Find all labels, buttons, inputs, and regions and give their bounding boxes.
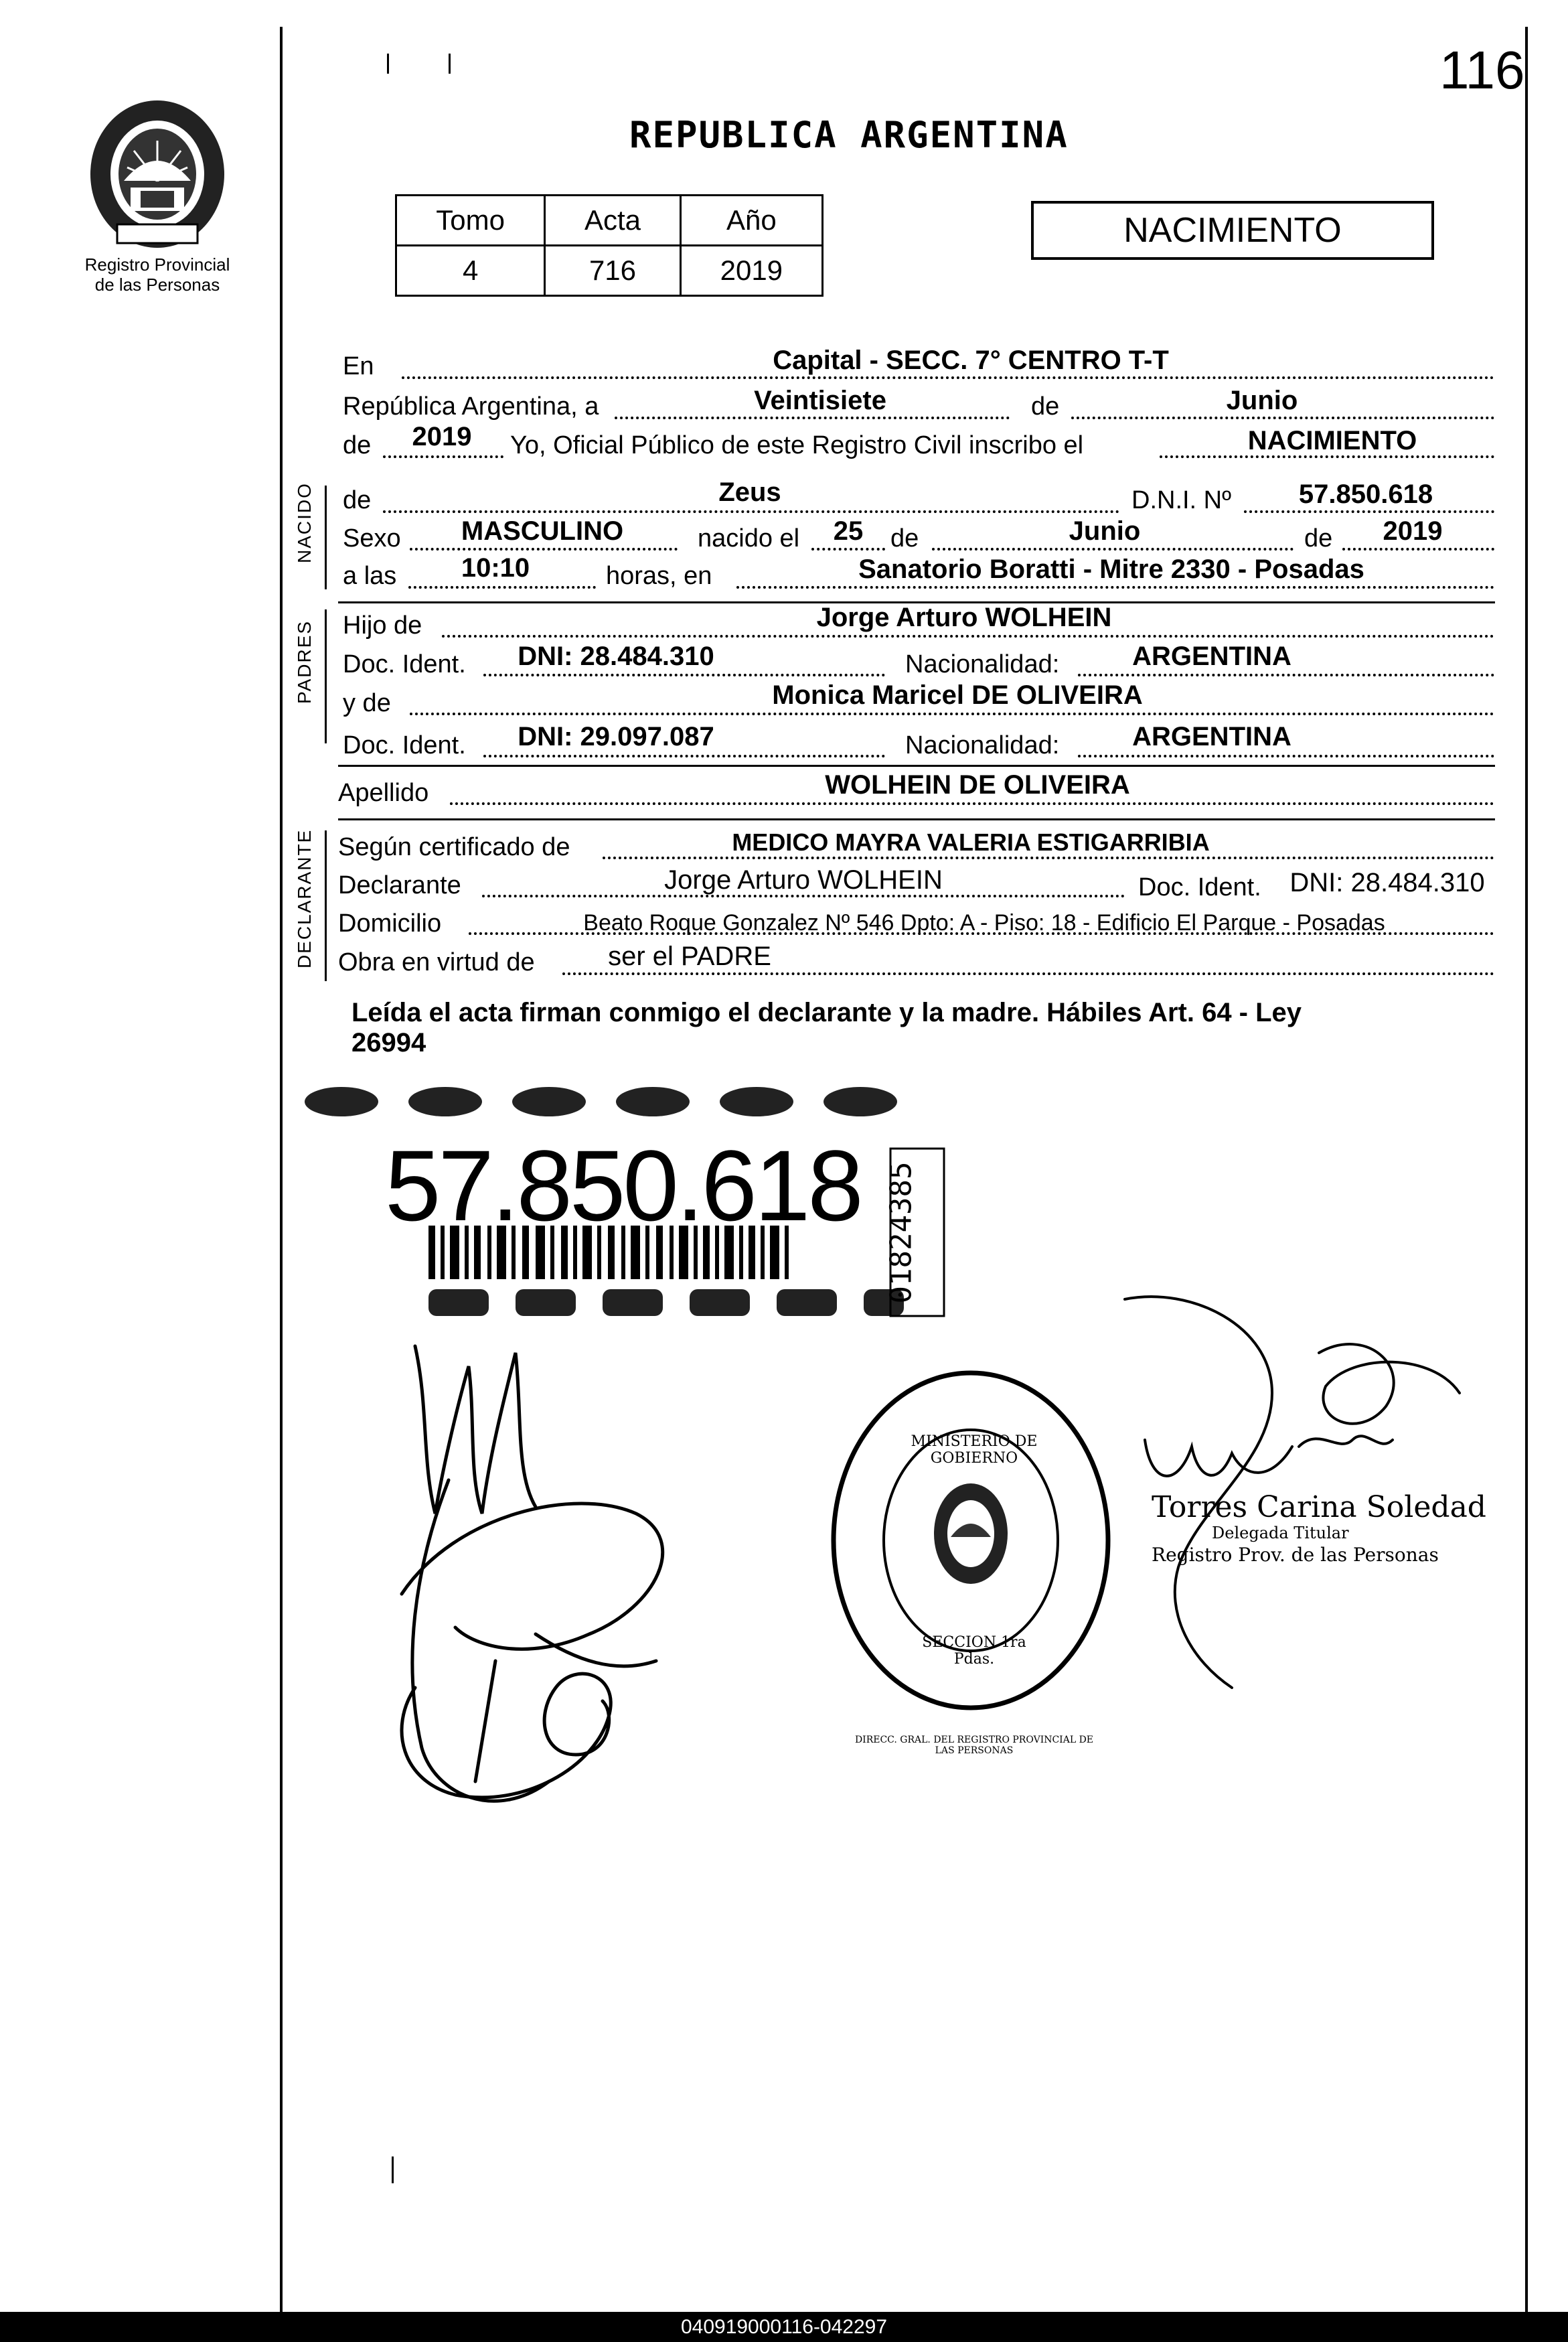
child-dni: 57.850.618 — [1298, 480, 1433, 509]
domicilio-label: Domicilio — [338, 909, 442, 938]
birth-day: 25 — [833, 516, 864, 546]
father-nat-label: Nacionalidad: — [905, 650, 1060, 678]
birth-year: 2019 — [1383, 516, 1443, 546]
nacido-de-label: de — [343, 486, 372, 514]
birth-place: Sanatorio Boratti - Mitre 2330 - Posadas — [858, 555, 1364, 584]
father-nationality: ARGENTINA — [1132, 642, 1291, 671]
mother-nationality: ARGENTINA — [1132, 722, 1291, 751]
dots-line — [450, 802, 1494, 805]
dots-line — [383, 455, 503, 458]
country-title: REPUBLICA ARGENTINA — [629, 114, 1069, 156]
dots-line — [402, 376, 1494, 379]
section-divider — [338, 765, 1495, 767]
dots-line — [562, 972, 1494, 975]
province-logo — [80, 94, 234, 254]
apellido-value: WOLHEIN DE OLIVEIRA — [825, 770, 1130, 800]
official-title: Delegada Titular — [1212, 1524, 1349, 1542]
dots-line — [1342, 548, 1494, 551]
dots-line — [932, 548, 1293, 551]
logo-caption-2: de las Personas — [94, 275, 220, 295]
value-tomo: 4 — [396, 246, 545, 296]
logo-caption-1: Registro Provincial — [84, 254, 230, 275]
dots-line — [483, 755, 885, 757]
footer-code: 040919000116-042297 — [680, 2316, 888, 2338]
declarante-label: DECLARANTE — [294, 828, 315, 968]
father-doc: DNI: 28.484.310 — [518, 642, 714, 671]
dots-line — [1160, 455, 1494, 458]
birth-month: Junio — [1069, 516, 1141, 546]
apellido-label: Apellido — [338, 779, 429, 807]
nacido-bracket — [325, 486, 327, 589]
declarante-bracket — [325, 830, 327, 981]
dots-line — [442, 635, 1494, 638]
dots-line — [410, 713, 1494, 715]
padres-label: PADRES — [294, 619, 315, 704]
province-seal-icon — [80, 94, 234, 254]
declarante-value: Jorge Arturo WOLHEIN — [664, 865, 943, 895]
de-label-1: de — [1031, 392, 1060, 421]
father-name: Jorge Arturo WOLHEIN — [816, 603, 1112, 632]
de-label-2: de — [343, 431, 372, 459]
dots-line — [736, 586, 1494, 589]
declarante-doc: DNI: 28.484.310 — [1289, 868, 1485, 897]
mother-name: Monica Maricel DE OLIVEIRA — [772, 680, 1143, 710]
dots-line — [483, 674, 885, 676]
dots-line — [482, 895, 1125, 897]
dots-line — [1078, 674, 1494, 676]
year-value: 2019 — [412, 422, 472, 451]
y-de-label: y de — [343, 689, 391, 717]
mother-doc-label: Doc. Ident. — [343, 731, 466, 759]
declarante-doc-label: Doc. Ident. — [1138, 873, 1261, 901]
mother-doc: DNI: 29.097.087 — [518, 722, 714, 751]
fold-mark-bottom — [392, 2156, 394, 2183]
domicilio-value: Beato Roque Gonzalez Nº 546 Dpto: A - Piso: 18 - Edificio El Parque - Posadas — [583, 910, 1385, 936]
closing-line-2: 26994 — [351, 1028, 426, 1057]
seal-lower-text: SECCION 1ra Pdas. — [922, 1634, 1026, 1668]
value-acta: 716 — [545, 246, 680, 296]
padres-bracket — [325, 609, 327, 743]
dni-label: D.N.I. Nº — [1131, 486, 1231, 514]
nacido-de-label-2: de — [890, 524, 919, 553]
seal-inner-text: MINISTERIO DE GOBIERNO — [911, 1433, 1038, 1467]
sexo-value: MASCULINO — [461, 516, 624, 546]
en-label: En — [343, 352, 374, 380]
sexo-label: Sexo — [343, 524, 401, 553]
dots-line — [408, 586, 596, 589]
obra-value: ser el PADRE — [608, 942, 771, 971]
hijo-de-label: Hijo de — [343, 611, 422, 640]
nacido-el-label: nacido el — [698, 524, 800, 553]
month-value: Junio — [1226, 386, 1298, 415]
dots-line — [410, 548, 678, 551]
oficial-text: Yo, Oficial Público de este Registro Civil inscribo el — [510, 431, 1084, 459]
fold-mark-top — [387, 54, 389, 74]
dots-line — [615, 417, 1010, 419]
act-word-value: NACIMIENTO — [1247, 426, 1417, 455]
mother-nat-label: Nacionalidad: — [905, 731, 1060, 759]
header-acta: Acta — [545, 196, 680, 246]
birth-time: 10:10 — [461, 553, 530, 583]
value-anio: 2019 — [680, 246, 822, 296]
record-table — [395, 194, 824, 297]
declarante-label-text: Declarante — [338, 871, 461, 899]
left-margin-line — [280, 27, 283, 2317]
obra-label: Obra en virtud de — [338, 948, 535, 976]
declarant-signature — [375, 1313, 723, 1862]
nacido-label: NACIDO — [294, 482, 315, 563]
father-doc-label: Doc. Ident. — [343, 650, 466, 678]
official-office: Registro Prov. de las Personas — [1152, 1544, 1439, 1566]
right-margin-line — [1525, 27, 1528, 2317]
seal-outer-text: DIRECC. GRAL. DEL REGISTRO PROVINCIAL DE LAS PERSONAS — [854, 1735, 1094, 1756]
signature-scribble-icon — [375, 1313, 723, 1862]
sticker-serial: 01824385 — [884, 1161, 919, 1304]
page-number: 116 — [1439, 40, 1525, 100]
official-name: Torres Carina Soledad — [1152, 1490, 1486, 1524]
dots-line — [383, 510, 1119, 513]
child-name: Zeus — [718, 478, 781, 507]
horas-label: horas, en — [606, 562, 712, 590]
nacido-de-label-3: de — [1304, 524, 1333, 553]
republica-label: República Argentina, a — [343, 392, 599, 421]
closing-line-1: Leída el acta firman conmigo el declarante y la madre. Hábiles Art. 64 - Ley — [351, 998, 1302, 1027]
segun-label: Según certificado de — [338, 833, 570, 861]
certificado-value: MEDICO MAYRA VALERIA ESTIGARRIBIA — [732, 828, 1210, 856]
header-anio: Año — [680, 196, 822, 246]
act-type-box: NACIMIENTO — [1031, 201, 1434, 260]
dots-line — [1071, 417, 1494, 419]
header-tomo: Tomo — [396, 196, 545, 246]
dots-line — [811, 548, 885, 551]
dots-line — [1078, 755, 1494, 757]
a-las-label: a las — [343, 562, 397, 590]
section-divider — [338, 818, 1495, 820]
day-words-value: Veintisiete — [754, 386, 886, 415]
sticker-number: 57.850.618 — [385, 1129, 861, 1242]
dots-line — [1244, 510, 1494, 513]
place-value: Capital - SECC. 7° CENTRO T-T — [773, 346, 1169, 375]
fold-mark-top-2 — [449, 54, 451, 74]
